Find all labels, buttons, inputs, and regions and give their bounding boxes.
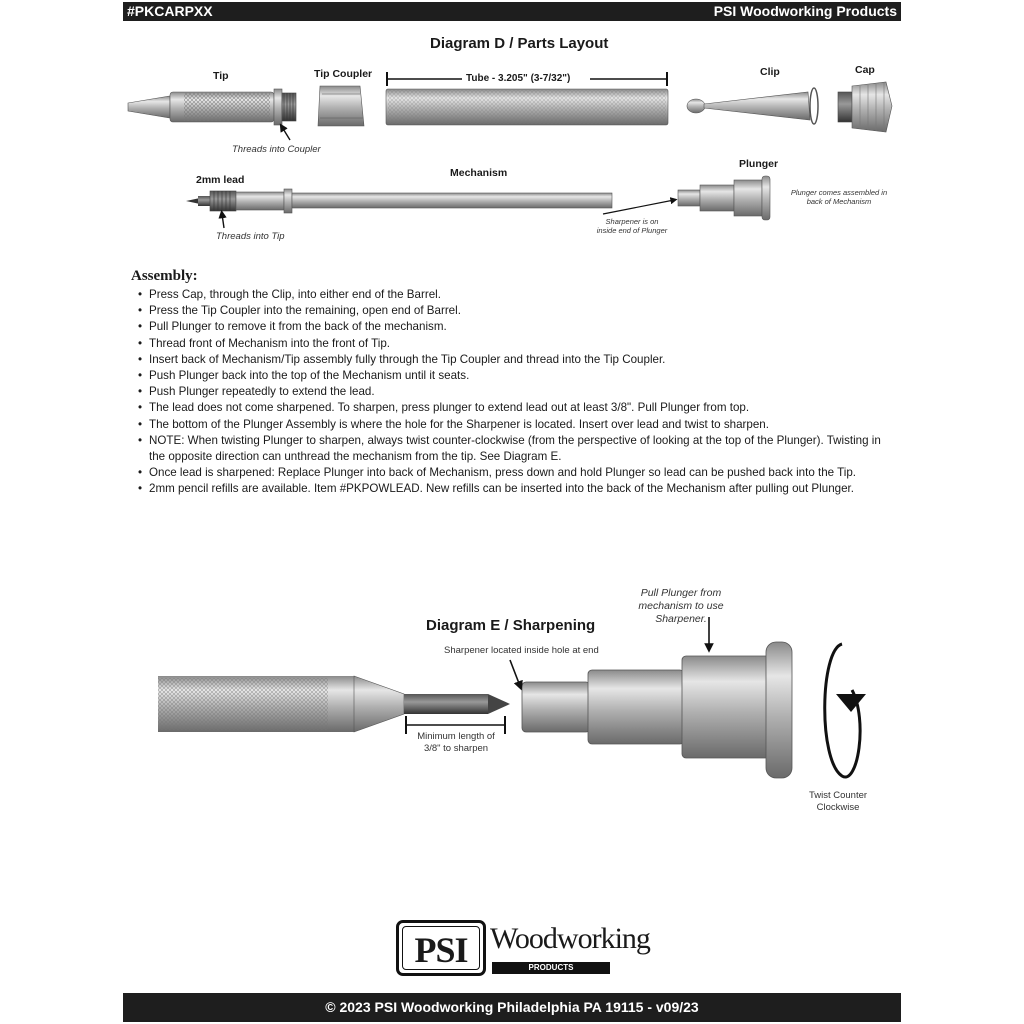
mechanism-part bbox=[186, 189, 612, 213]
label-tip: Tip bbox=[213, 70, 229, 82]
assembly-heading: Assembly: bbox=[131, 268, 198, 284]
assembly-section bbox=[131, 268, 891, 498]
footer-text: © 2023 PSI Woodworking Philadelphia PA 19115 - v09/23 bbox=[325, 999, 699, 1015]
note-threads-tip: Threads into Tip bbox=[216, 231, 285, 242]
assembly-step: • Pull Plunger to remove it from the back of the mechanism. bbox=[149, 319, 891, 335]
note-sharpener-inside: Sharpener is on inside end of Plunger bbox=[596, 217, 668, 235]
products-logo-text: PRODUCTS bbox=[492, 962, 610, 974]
label-clip: Clip bbox=[760, 66, 780, 78]
assembly-step: • Press the Tip Coupler into the remaining, open end of Barrel. bbox=[149, 303, 891, 319]
assembly-step: • Insert back of Mechanism/Tip assembly fully through the Tip Coupler and thread into the Tip Coupler. bbox=[149, 352, 891, 368]
plunger-part bbox=[678, 176, 770, 220]
woodworking-logo-text: Woodworking bbox=[490, 922, 650, 955]
psi-woodworking-logo bbox=[396, 920, 650, 980]
label-mechanism: Mechanism bbox=[450, 167, 508, 179]
label-tube: Tube - 3.205" (3-7/32") bbox=[466, 73, 571, 84]
assembly-step: • The lead does not come sharpened. To sharpen, press plunger to extend lead out at least 3/8". Pull Plunger from top. bbox=[149, 400, 891, 416]
psi-logo-text: PSI bbox=[402, 926, 480, 970]
sharpening-plunger bbox=[522, 642, 792, 778]
note-twist: Twist Counter Clockwise bbox=[808, 790, 868, 813]
psi-logo-box bbox=[396, 920, 486, 976]
assembly-step: • Press Cap, through the Clip, into either end of the Barrel. bbox=[149, 287, 891, 303]
label-cap: Cap bbox=[855, 64, 875, 76]
label-lead: 2mm lead bbox=[196, 174, 245, 186]
note-min-length: Minimum length of 3/8" to sharpen bbox=[417, 731, 495, 754]
assembly-step: • Push Plunger repeatedly to extend the lead. bbox=[149, 384, 891, 400]
tube-part bbox=[386, 89, 668, 125]
note-pull-plunger: Pull Plunger from mechanism to use Sharpener. bbox=[638, 587, 724, 625]
label-tip-coupler: Tip Coupler bbox=[314, 68, 373, 80]
assembly-step: • The bottom of the Plunger Assembly is where the hole for the Sharpener is located. Insert over lead and twist to sharpen. bbox=[149, 417, 891, 433]
note-sharpener-location: Sharpener located inside hole at end bbox=[444, 645, 599, 656]
tip-coupler-part bbox=[318, 86, 364, 126]
clip-part bbox=[687, 88, 818, 124]
assembly-steps bbox=[131, 287, 891, 498]
note-plunger-assembled: Plunger comes assembled in back of Mechanism bbox=[790, 188, 888, 206]
assembly-step: • Once lead is sharpened: Replace Plunger into back of Mechanism, press down and hold Plunger so lead can be pushed back into the Tip. bbox=[149, 465, 891, 481]
diagram-d-title: Diagram D / Parts Layout bbox=[430, 35, 609, 52]
twist-arrow-icon bbox=[825, 644, 866, 777]
footer-bar bbox=[123, 993, 901, 1022]
assembly-step: • NOTE: When twisting Plunger to sharpen, always twist counter-clockwise (from the perspective of looking at the top of the Plunger). Twisting in the opposite direction can unthread the mechanism from the tip. See Diagram E. bbox=[149, 433, 891, 465]
sharpening-pencil bbox=[158, 676, 510, 732]
diagram-e-title: Diagram E / Sharpening bbox=[426, 617, 596, 634]
assembly-step: • Push Plunger back into the top of the Mechanism until it seats. bbox=[149, 368, 891, 384]
cap-part bbox=[838, 82, 892, 132]
assembly-step: • 2mm pencil refills are available. Item #PKPOWLEAD. New refills can be inserted into the back of the Mechanism after pulling out Plunger. bbox=[149, 481, 891, 497]
note-threads-coupler: Threads into Coupler bbox=[232, 144, 321, 155]
sku-label: #PKCARPXX bbox=[127, 3, 213, 19]
tip-part bbox=[128, 89, 296, 125]
label-plunger: Plunger bbox=[739, 158, 779, 170]
assembly-step: • Thread front of Mechanism into the front of Tip. bbox=[149, 336, 891, 352]
brand-label: PSI Woodworking Products bbox=[713, 3, 897, 19]
